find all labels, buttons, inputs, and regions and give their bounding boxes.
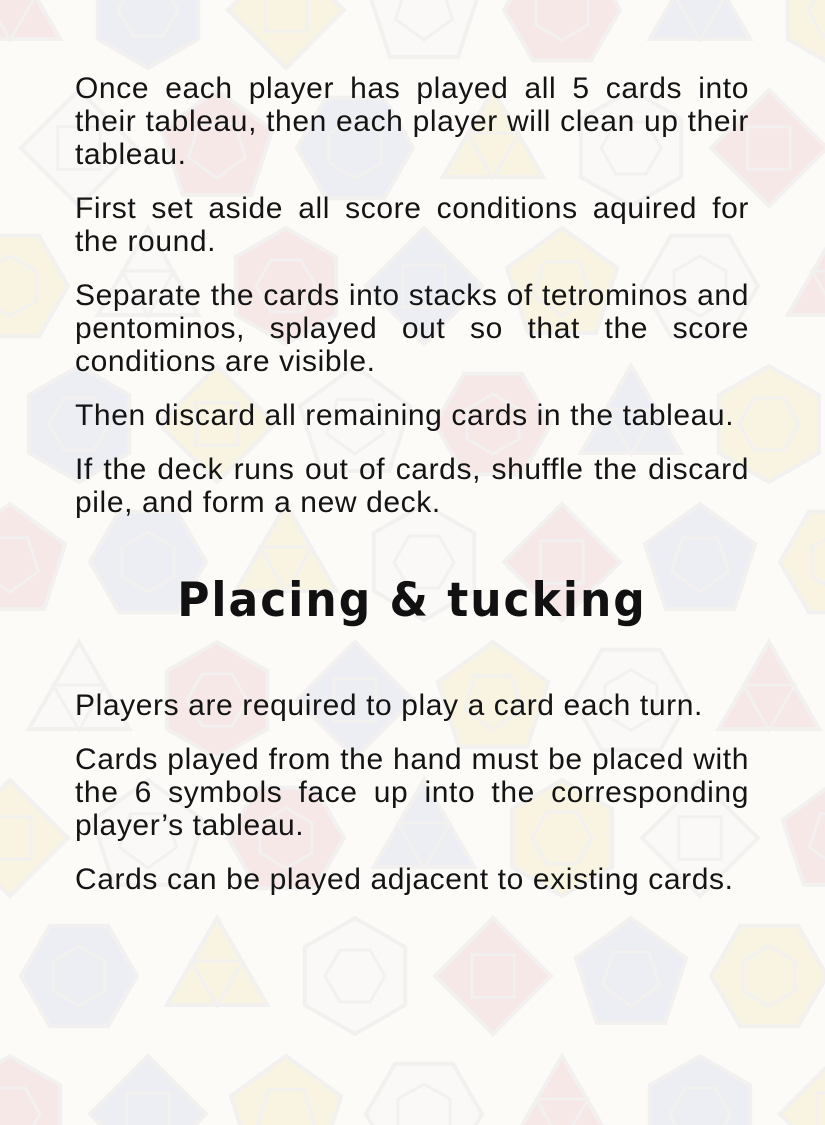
rule-paragraph-separate-stacks: Separate the cards into stacks of tetrominos and pentominos, splayed out so that the score conditions are visible. [75,279,749,378]
rules-page-content [75,72,749,917]
rule-paragraph-reshuffle-deck: If the deck runs out of cards, shuffle the discard pile, and form a new deck. [75,453,749,519]
rule-paragraph-play-each-turn: Players are required to play a card each turn. [75,689,703,722]
rule-paragraph-placement: Cards played from the hand must be placed with the 6 symbols face up into the corresponding player’s tableau. [75,743,749,842]
rule-paragraph-discard-remaining: Then discard all remaining cards in the tableau. [75,399,735,432]
section-heading-placing-tucking: Placing & tucking [177,572,647,628]
rule-paragraph-set-aside-conditions: First set aside all score conditions aquired for the round. [75,192,749,258]
rule-paragraph-tableau-cleanup: Once each player has played all 5 cards into their tableau, then each player will clean up their tableau. [75,72,749,171]
rule-paragraph-adjacent: Cards can be played adjacent to existing cards. [75,863,734,896]
